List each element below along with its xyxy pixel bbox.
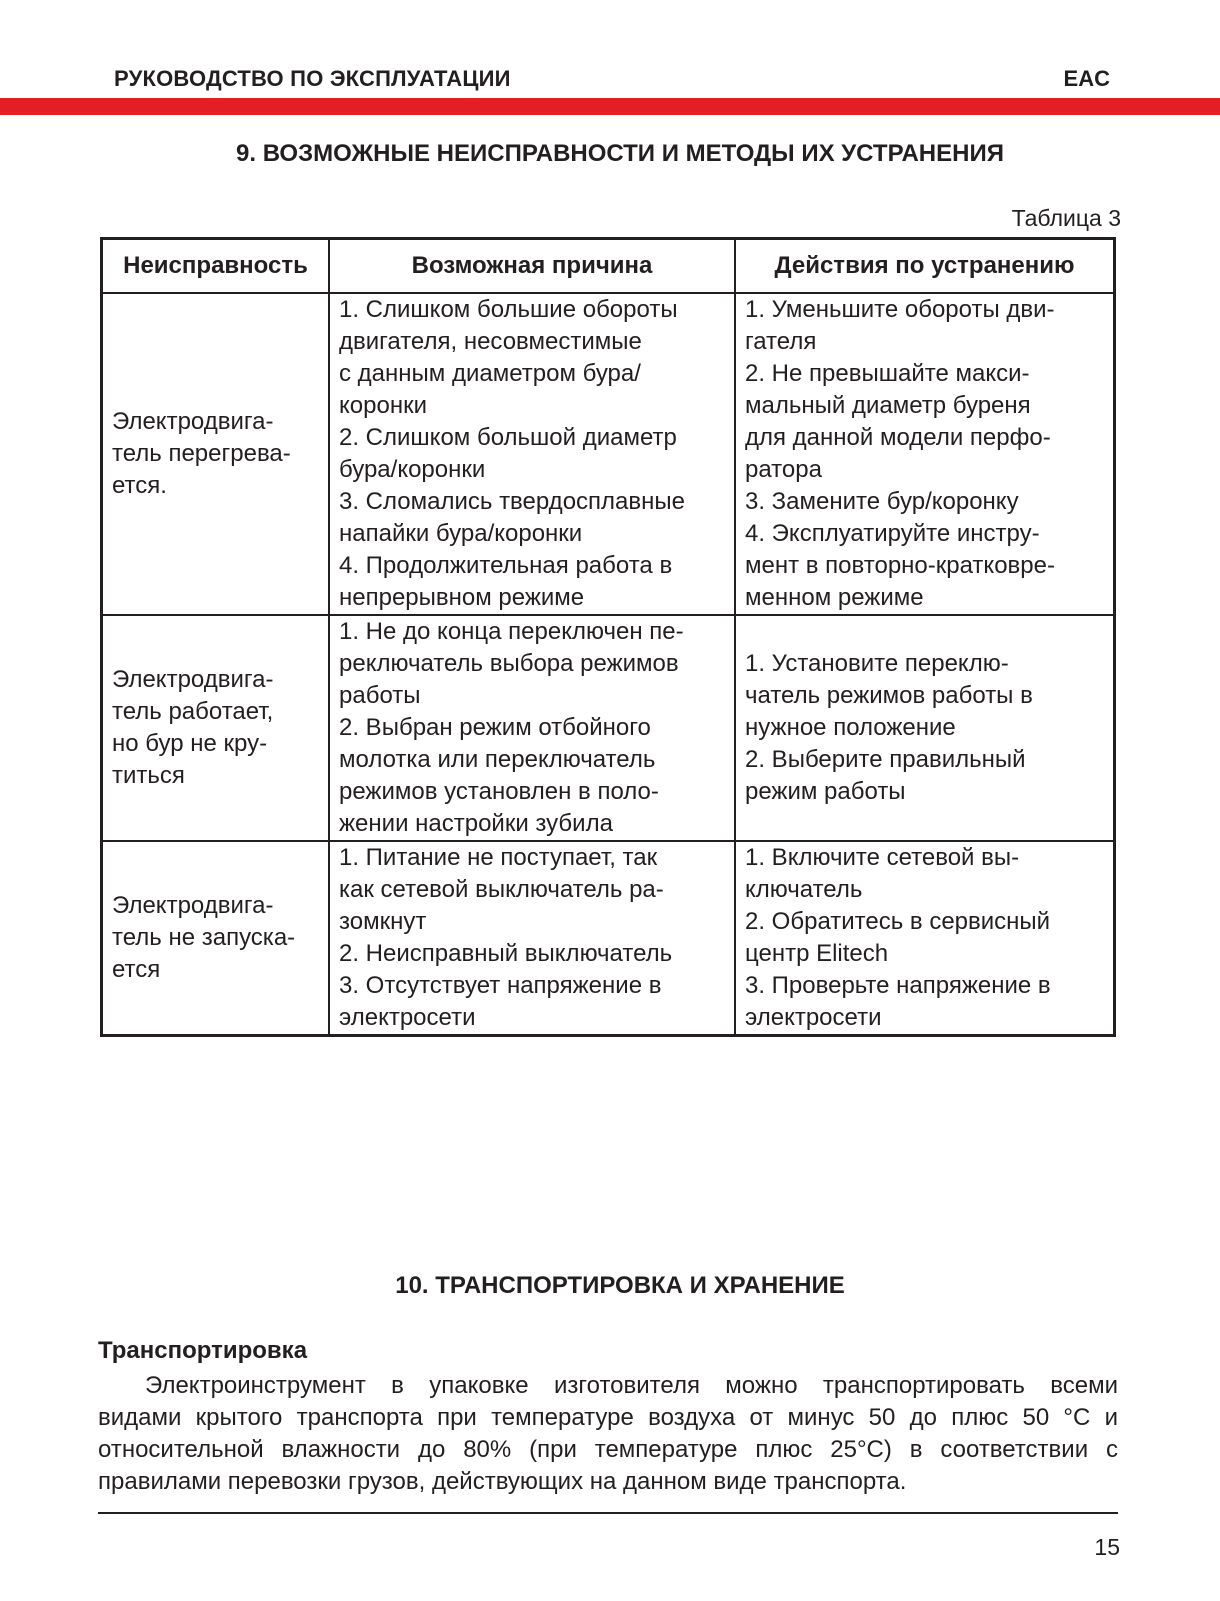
action-cell-line: 3. Замените бур/коронку bbox=[745, 488, 1019, 515]
action-cell-line: 1. Включите сетевой вы- bbox=[745, 844, 1020, 871]
cause-cell-line: зомкнут bbox=[339, 908, 427, 935]
action-cell-line: чатель режимов работы в bbox=[745, 682, 1033, 709]
fault-cell-line: но бур не кру- bbox=[112, 730, 268, 757]
cause-cell-line: режимов установлен в поло- bbox=[339, 778, 659, 805]
action-cell-line: 2. Обратитесь в сервисный bbox=[745, 908, 1051, 935]
transport-subheading: Транспортировка bbox=[98, 1337, 308, 1364]
table-caption: Таблица 3 bbox=[1011, 205, 1121, 231]
action-cell bbox=[735, 841, 1115, 1036]
page-number: 15 bbox=[1094, 1534, 1120, 1560]
action-cell-line: 4. Эксплуатируйте инстру- bbox=[745, 520, 1040, 547]
transport-paragraph bbox=[98, 1370, 1118, 1498]
fault-cell-line: Электродвига- bbox=[112, 892, 274, 919]
action-cell-line: центр Elitech bbox=[745, 940, 889, 967]
cause-cell-line: молотка или переключатель bbox=[339, 746, 656, 773]
paragraph-line: правилами перевозки грузов, действующих на данном виде транспорта. bbox=[98, 1468, 907, 1495]
cause-cell-line: 2. Выбран режим отбойного bbox=[339, 714, 651, 741]
action-cell-line: ключатель bbox=[745, 876, 863, 903]
action-cell-line: мальный диаметр буреня bbox=[745, 392, 1031, 419]
section-9-heading: 9. ВОЗМОЖНЫЕ НЕИСПРАВНОСТИ И МЕТОДЫ ИХ УСТРАНЕНИЯ bbox=[236, 140, 1004, 167]
fault-cell-line: Электродвига- bbox=[112, 666, 274, 693]
troubleshooting-table bbox=[100, 237, 1116, 1037]
cause-cell-line: 4. Продолжительная работа в bbox=[339, 552, 673, 579]
column-header-fault: Неисправность bbox=[102, 239, 330, 294]
cause-cell-line: с данным диаметром бура/ bbox=[339, 360, 641, 387]
paragraph-line: Электроинструмент в упаковке изготовителя можно транспортировать всеми bbox=[145, 1372, 1118, 1399]
table-header-row bbox=[102, 239, 1115, 294]
cause-cell bbox=[329, 615, 735, 841]
section-10-heading: 10. ТРАНСПОРТИРОВКА И ХРАНЕНИЕ bbox=[395, 1272, 845, 1299]
action-cell-line: 2. Не превышайте макси- bbox=[745, 360, 1030, 387]
cause-cell-line: 1. Слишком большие обороты bbox=[339, 296, 678, 323]
fault-cell-line: ется bbox=[112, 956, 161, 983]
cause-cell-line: реключатель выбора режимов bbox=[339, 650, 679, 677]
fault-cell-line: тель не запуска- bbox=[112, 924, 296, 951]
red-header-band bbox=[0, 98, 1220, 115]
cause-cell-line: электросети bbox=[339, 1004, 476, 1031]
cause-cell bbox=[329, 841, 735, 1036]
action-cell-line: ратора bbox=[745, 456, 822, 483]
table-body bbox=[102, 293, 1115, 1036]
action-cell-line: мент в повторно-кратковре- bbox=[745, 552, 1055, 579]
action-cell-line: режим работы bbox=[745, 778, 906, 805]
cause-cell-line: непрерывном режиме bbox=[339, 584, 585, 611]
fault-cell bbox=[102, 841, 330, 1036]
eac-mark: EAC bbox=[1063, 66, 1110, 91]
cause-cell-line: работы bbox=[339, 682, 421, 709]
paragraph-line: видами крытого транспорта при температуре воздуха от минус 50 до плюс 50 °С и bbox=[98, 1404, 1118, 1431]
fault-cell bbox=[102, 615, 330, 841]
cause-cell-line: жении настройки зубила bbox=[339, 810, 613, 837]
table-row bbox=[102, 841, 1115, 1036]
cause-cell-line: как сетевой выключатель ра- bbox=[339, 876, 664, 903]
cause-cell-line: бура/коронки bbox=[339, 456, 486, 483]
fault-cell bbox=[102, 293, 330, 615]
action-cell-line: 2. Выберите правильный bbox=[745, 746, 1026, 773]
fault-cell-line: Электродвига- bbox=[112, 408, 274, 435]
table-row bbox=[102, 293, 1115, 615]
fault-cell-line: титься bbox=[112, 762, 185, 789]
column-header-cause: Возможная причина bbox=[329, 239, 735, 294]
action-cell-line: для данной модели перфо- bbox=[745, 424, 1051, 451]
cause-cell-line: 3. Отсутствует напряжение в bbox=[339, 972, 662, 999]
manual-title: РУКОВОДСТВО ПО ЭКСПЛУАТАЦИИ bbox=[114, 66, 511, 91]
action-cell-line: гателя bbox=[745, 328, 817, 355]
column-header-action: Действия по устранению bbox=[735, 239, 1115, 294]
footer-rule bbox=[98, 1512, 1118, 1514]
cause-cell-line: напайки бура/коронки bbox=[339, 520, 583, 547]
action-cell-line: 1. Уменьшите обороты дви- bbox=[745, 296, 1055, 323]
action-cell-line: нужное положение bbox=[745, 714, 956, 741]
cause-cell-line: двигателя, несовместимые bbox=[339, 328, 642, 355]
cause-cell bbox=[329, 293, 735, 615]
action-cell-line: 1. Установите переклю- bbox=[745, 650, 1009, 677]
action-cell-line: менном режиме bbox=[745, 584, 924, 611]
cause-cell-line: 2. Неисправный выключатель bbox=[339, 940, 673, 967]
action-cell bbox=[735, 615, 1115, 841]
action-cell-line: 3. Проверьте напряжение в bbox=[745, 972, 1051, 999]
action-cell-line: электросети bbox=[745, 1004, 882, 1031]
cause-cell-line: 1. Питание не поступает, так bbox=[339, 844, 658, 871]
fault-cell-line: тель работает, bbox=[112, 698, 274, 725]
cause-cell-line: 3. Сломались твердосплавные bbox=[339, 488, 685, 515]
action-cell bbox=[735, 293, 1115, 615]
table-row bbox=[102, 615, 1115, 841]
cause-cell-line: 2. Слишком большой диаметр bbox=[339, 424, 677, 451]
cause-cell-line: коронки bbox=[339, 392, 427, 419]
fault-cell-line: ется. bbox=[112, 472, 167, 499]
cause-cell-line: 1. Не до конца переключен пе- bbox=[339, 618, 684, 645]
fault-cell-line: тель перегрева- bbox=[112, 440, 291, 467]
paragraph-line: относительной влажности до 80% (при температуре плюс 25°С) в соответствии с bbox=[98, 1436, 1118, 1463]
